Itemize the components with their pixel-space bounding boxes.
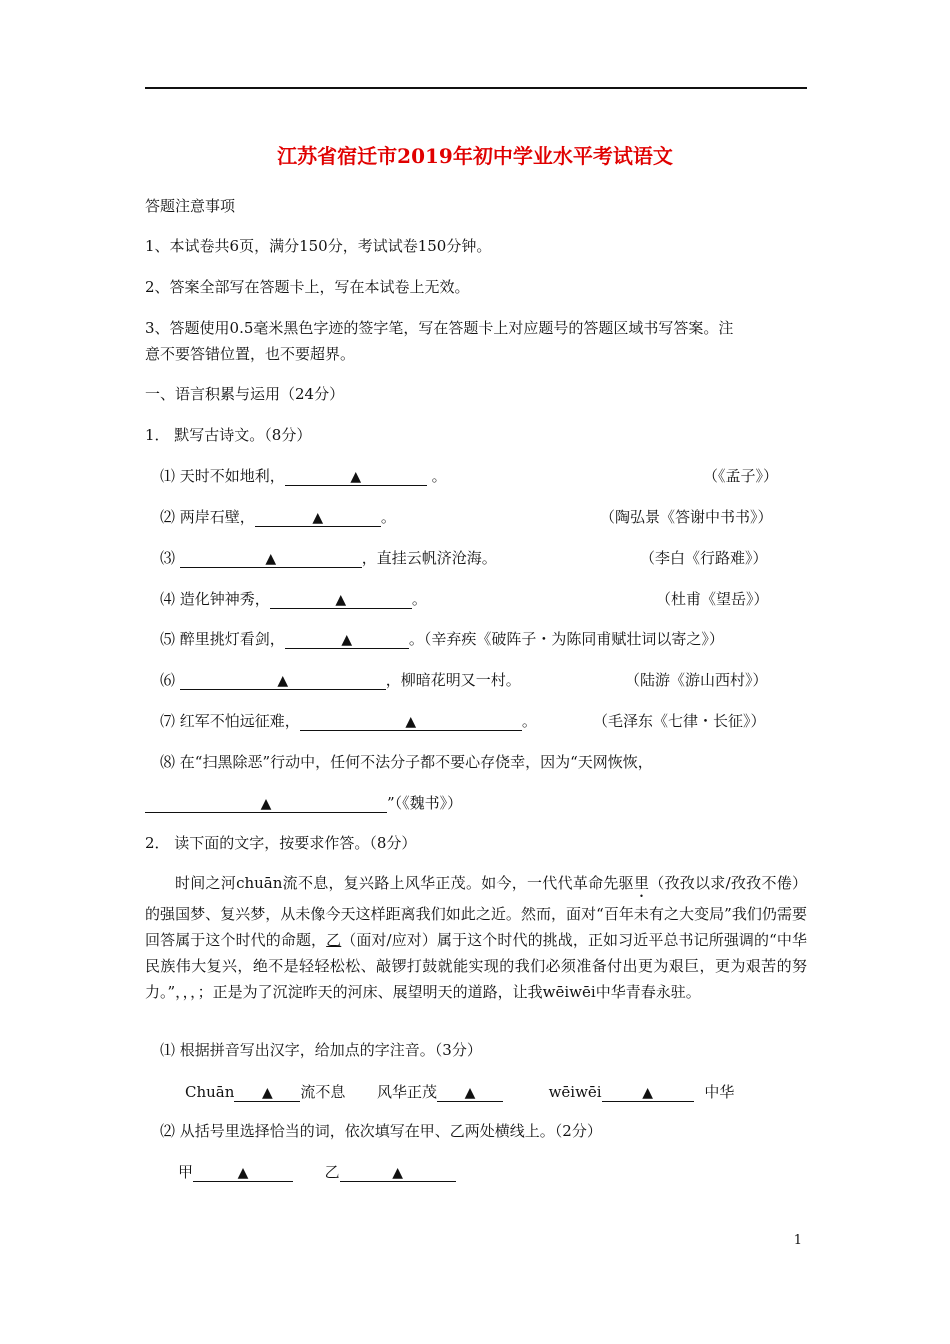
answer-blank[interactable]: ▲ bbox=[255, 509, 381, 527]
answer-blank[interactable]: ▲ bbox=[285, 631, 409, 649]
section-heading: 一、语言积累与运用（24分） bbox=[145, 385, 345, 403]
q1-item: ⑹ ▲ ，柳暗花明又一村。 bbox=[160, 671, 521, 689]
q1-source: （李白《行路难》） bbox=[640, 549, 768, 567]
answer-blank[interactable]: ▲ bbox=[180, 672, 386, 690]
q2-passage: 时间之河chuān流不息，复兴路上风华正茂。如今，一代代革命先驱里（孜孜以求/孜孜不倦）的强国梦、复兴梦，从未像今天这样距离我们如此之近。然而，面对“百年未有之大变局”我们仍需要回答属于这个时代的命题，乙（面对/应对）属于这个时代的挑战，正如习近平总书记所强调的“中华民族伟大复兴，绝不是轻轻松松、敲锣打鼓就能实现的我们必须准备付出更为艰巨，更为艰苦的努力。”，，，；正是为了沉淀昨天的河床、展望明天的道路，让我wēiwēi中华青春永驻。 bbox=[145, 874, 807, 1001]
q1-source: （杜甫《望岳》） bbox=[656, 590, 769, 608]
answer-blank[interactable]: ▲ bbox=[300, 713, 522, 731]
q2-heading: 2． 读下面的文字，按要求作答。（8分） bbox=[145, 834, 417, 852]
header-rule bbox=[145, 87, 807, 89]
answer-blank[interactable]: ▲ bbox=[234, 1084, 300, 1102]
q1-item: ⑵ 两岸石壁， ▲ 。 bbox=[160, 508, 396, 526]
answer-blank[interactable]: ▲ bbox=[180, 550, 362, 568]
notice-item-3-cont: 意不要答错位置，也不要超界。 bbox=[145, 345, 356, 363]
notice-item-2: 2、答案全部写在答题卡上，写在本试卷上无效。 bbox=[145, 278, 470, 296]
q1-item: ⑻ 在“扫黑除恶”行动中，任何不法分子都不要心存侥幸，因为“天网恢恢， bbox=[160, 753, 653, 771]
notice-item-1: 1、本试卷共6页，满分150分，考试试卷150分钟。 bbox=[145, 237, 492, 255]
q1-item: ⑴ 天时不如地利， ▲ 。 bbox=[160, 467, 447, 485]
q2-sub1-heading: ⑴ 根据拼音写出汉字，给加点的字注音。（3分） bbox=[160, 1041, 482, 1059]
answer-blank[interactable]: ▲ bbox=[145, 795, 387, 813]
q2-sub2-answers: 甲 ▲ 乙 ▲ bbox=[178, 1161, 456, 1182]
q1-source: （《孟子》） bbox=[703, 467, 779, 485]
q1-item: ⑺ 红军不怕远征难， ▲ 。 bbox=[160, 712, 537, 730]
q1-source: （陆游《游山西村》） bbox=[625, 671, 768, 689]
q1-item: ⑸ 醉里挑灯看剑， ▲ 。（辛弃疾《破阵子・为陈同甫赋壮词以寄之》） bbox=[160, 630, 724, 648]
answer-blank[interactable]: ▲ bbox=[602, 1084, 694, 1102]
answer-blank[interactable]: ▲ bbox=[437, 1084, 503, 1102]
answer-blank[interactable]: ▲ bbox=[193, 1164, 293, 1182]
page-number: 1 bbox=[793, 1233, 802, 1248]
notice-item-3: 3、答题使用0.5毫米黑色字迹的签字笔，写在答题卡上对应题号的答题区域书写答案。注 bbox=[145, 319, 734, 337]
answer-blank[interactable]: ▲ bbox=[340, 1164, 456, 1182]
q1-item: ⑷ 造化钟神秀， ▲ 。 bbox=[160, 590, 427, 608]
answer-blank[interactable]: ▲ bbox=[270, 591, 412, 609]
q1-item: ⑶ ▲ ，直挂云帆济沧海。 bbox=[160, 549, 497, 567]
q1-item-8-cont: ▲ ”（《魏书》） bbox=[145, 792, 462, 813]
answer-blank[interactable]: ▲ bbox=[285, 468, 427, 486]
q2-sub2-heading: ⑵ 从括号里选择恰当的词，依次填写在甲、乙两处横线上。（2分） bbox=[160, 1122, 602, 1140]
q1-heading: 1． 默写古诗文。（8分） bbox=[145, 426, 312, 444]
q2-sub1-answers: Chuān ▲ 流不息 风华正茂 ▲ wēiwēi ▲ 中华 bbox=[185, 1083, 735, 1101]
page-title: 江苏省宿迁市2019年初中学业水平考试语文 bbox=[277, 144, 673, 168]
q1-source: （陶弘景《答谢中书书》） bbox=[600, 508, 773, 526]
q1-source: （毛泽东《七律・长征》） bbox=[593, 712, 766, 730]
notice-heading: 答题注意事项 bbox=[145, 197, 236, 215]
